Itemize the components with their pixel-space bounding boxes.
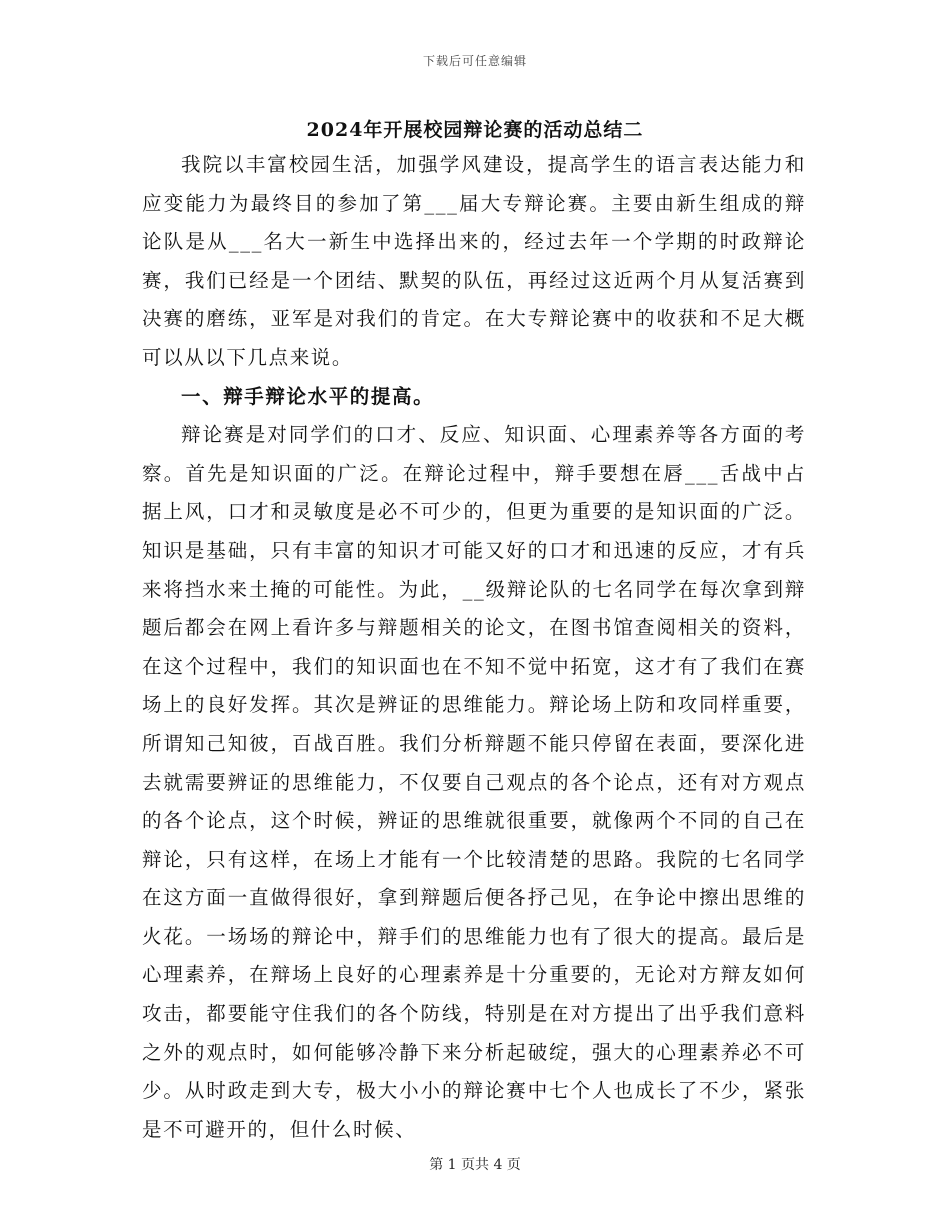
document-body bbox=[142, 146, 806, 1149]
document-title: 2024年开展校园辩论赛的活动总结二 bbox=[306, 119, 644, 141]
page-number: 第 1 页共 4 页 bbox=[429, 1157, 521, 1173]
paragraph-intro: 我院以丰富校园生活，加强学风建设，提高学生的语言表达能力和应变能力为最终目的参加了第___届大专辩论赛。主要由新生组成的辩论队是从___名大一新生中选择出来的，经过去年一个学期的时政辩论赛，我们已经是一个团结、默契的队伍，再经过这近两个月从复活赛到决赛的磨练，亚军是对我们的肯定。在大专辩论赛中的收获和不足大概可以从以下几点来说。 bbox=[142, 153, 806, 369]
section-heading: 一、辩手辩论水平的提高。 bbox=[181, 384, 435, 408]
header-note: 下载后可任意编辑 bbox=[422, 54, 527, 68]
paragraph-body: 辩论赛是对同学们的口才、反应、知识面、心理素养等各方面的考察。首先是知识面的广泛。在辩论过程中，辩手要想在唇___舌战中占据上风，口才和灵敏度是必不可少的，但更为重要的是知识面的广泛。知识是基础，只有丰富的知识才可能又好的口才和迅速的反应，才有兵来将挡水来土掩的可能性。为此，__级辩论队的七名同学在每次拿到辩题后都会在网上看许多与辩题相关的论文，在图书馆查阅相关的资料，在这个过程中，我们的知识面也在不知不觉中拓宽，这才有了我们在赛场上的良好发挥。其次是辨证的思维能力。辩论场上防和攻同样重要，所谓知己知彼，百战百胜。我们分析辩题不能只停留在表面，要深化进去就需要辨证的思维能力，不仅要自己观点的各个论点，还有对方观点的各个论点，这个时候，辨证的思维就很重要，就像两个不同的自己在辩论，只有这样，在场上才能有一个比较清楚的思路。我院的七名同学在这方面一直做得很好，拿到辩题后便各抒己见，在争论中擦出思维的火花。一场场的辩论中，辩手们的思维能力也有了很大的提高。最后是心理素养，在辩场上良好的心理素养是十分重要的，无论对方辩友如何攻击，都要能守住我们的各个防线，特别是在对方提出了出乎我们意料之外的观点时，如何能够冷静下来分析起破绽，强大的心理素养必不可少。从时政走到大专，极大小小的辩论赛中七个人也成长了不少，紧张是不可避开的，但什么时候、 bbox=[142, 423, 806, 1141]
